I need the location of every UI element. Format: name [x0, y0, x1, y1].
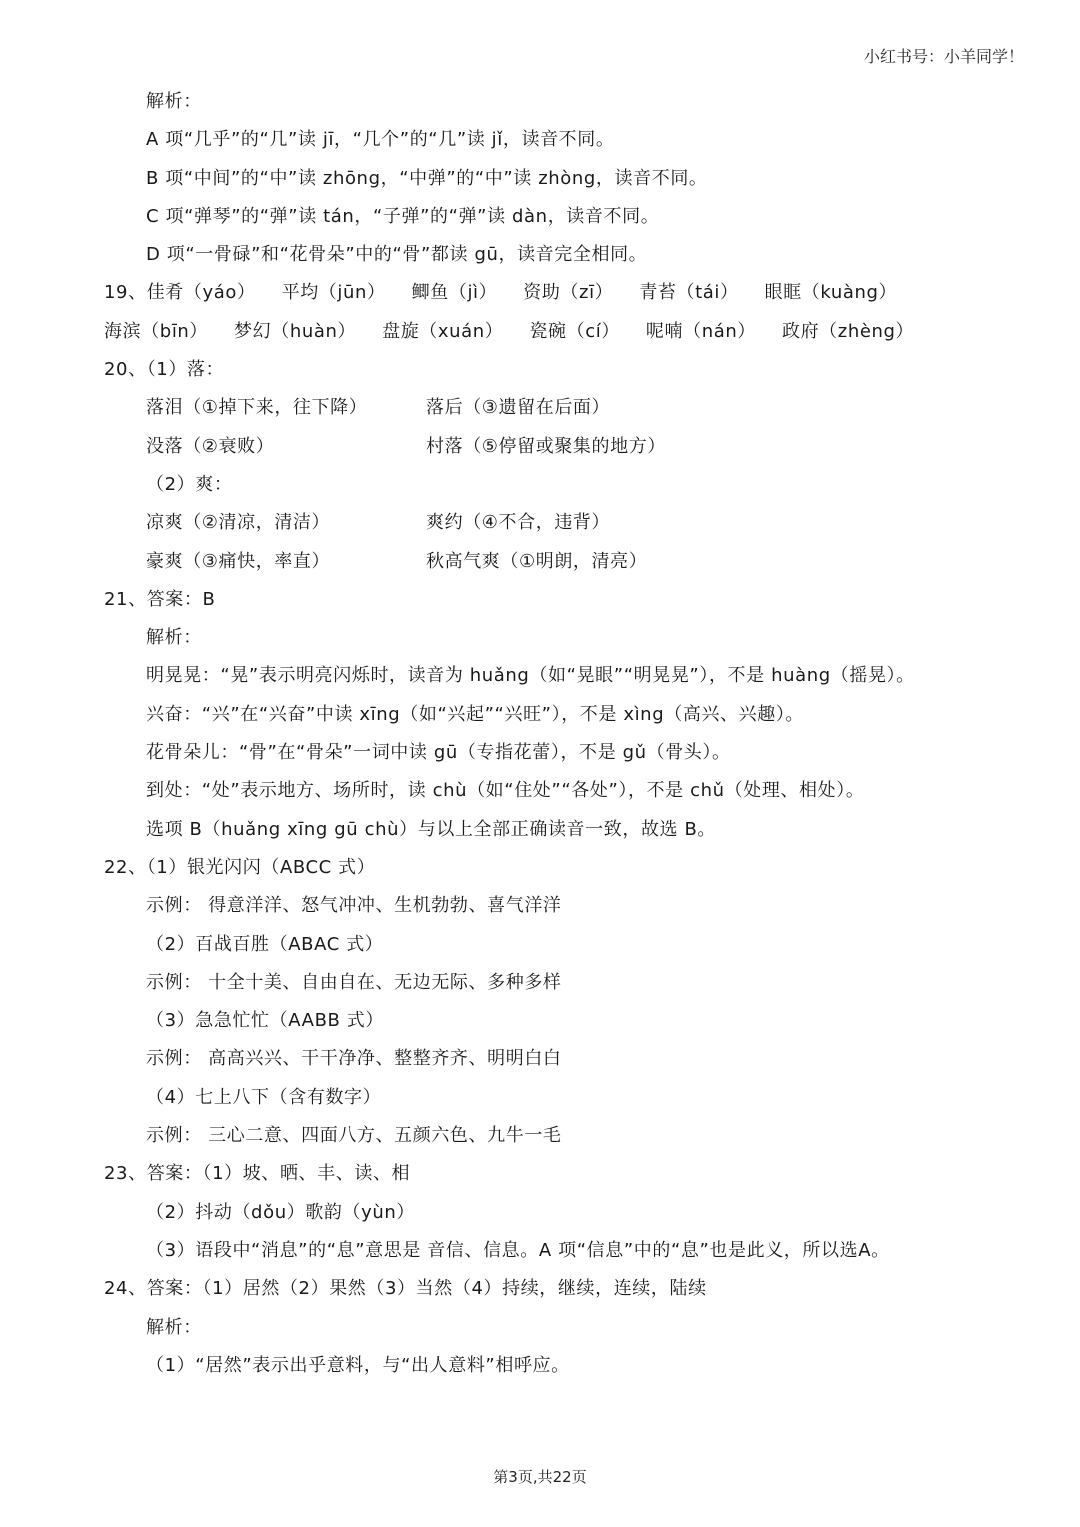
- analysis-label: 解析：: [146, 627, 202, 649]
- q22-item: 22、（1）银光闪闪（ABCC 式）: [104, 856, 376, 878]
- q22-item: （2）百战百胜（ABAC 式）: [146, 933, 384, 955]
- pinyin-item: 呢喃（nán）: [645, 320, 756, 342]
- q20-row: [104, 543, 984, 581]
- pinyin-item: 19、佳肴（yáo）: [104, 282, 256, 304]
- pinyin-item: 梦幻（huàn）: [234, 320, 357, 342]
- pinyin-item: 资助（zī）: [523, 282, 614, 304]
- text-line: 到处：“处”表示地方、场所时，读 chù（如“住处”“各处”），不是 chǔ（处理、相处）。: [146, 780, 865, 802]
- text-line: B 项“中间”的“中”读 zhōng，“中弹”的“中”读 zhòng，读音不同。: [146, 167, 708, 189]
- q23-answer: 23、答案：（1）坡、晒、丰、读、相: [104, 1163, 411, 1185]
- text-line: 选项 B（huǎng xīng gū chù）与以上全部正确读音一致，故选 B。: [146, 818, 717, 840]
- q24-answer: 24、答案：（1）居然（2）果然（3）当然（4）持续，继续，连续，陆续: [104, 1278, 707, 1300]
- pinyin-item: 瓷碗（cí）: [529, 320, 620, 342]
- text-paragraph: 明晃晃：“晃”表示明亮闪烁时，读音为 huǎng（如“晃眼”“明晃晃”），不是 huàng（摇晃）。: [146, 665, 915, 687]
- text-line: 花骨朵儿：“骨”在“骨朵”一词中读 gū（专指花蕾），不是 gǔ（骨头）。: [146, 742, 731, 764]
- q19-row-2: [104, 313, 984, 351]
- meaning-right: 村落（⑤停留或聚集的地方）: [426, 435, 666, 457]
- example-line: 示例： 高高兴兴、干干净净、整整齐齐、明明白白: [146, 1048, 562, 1070]
- q20-row: [104, 504, 984, 542]
- q20-subheading: （2）爽：: [146, 473, 233, 495]
- pinyin-item: 政府（zhèng）: [781, 320, 915, 342]
- pinyin-item: 鲫鱼（jì）: [411, 282, 498, 304]
- meaning-left: 没落（②衰败）: [146, 435, 275, 457]
- meaning-left: 豪爽（③痛快，率直）: [146, 550, 331, 572]
- q22-item: （4）七上八下（含有数字）: [146, 1086, 382, 1108]
- page-number: 第3页,共22页: [493, 1468, 587, 1486]
- example-line: 示例： 三心二意、四面八方、五颜六色、九牛一毛: [146, 1125, 562, 1147]
- answer-content: [104, 83, 984, 1385]
- text-line: D 项“一骨碌”和“花骨朵”中的“骨”都读 gū，读音完全相同。: [146, 244, 648, 266]
- analysis-label: 解析：: [146, 1316, 202, 1338]
- meaning-right: 爽约（④不合，违背）: [426, 512, 611, 534]
- meaning-left: 凉爽（②清凉，清洁）: [146, 512, 331, 534]
- meaning-right: 落后（③遗留在后面）: [426, 397, 611, 419]
- text-line: （2）抖动（dǒu）歌韵（yùn）: [146, 1201, 415, 1223]
- meaning-right: 秋高气爽（①明朗，清亮）: [426, 550, 648, 572]
- text-paragraph: （3）语段中“消息”的“息”意思是 音信、信息。A 项“信息”中的“息”也是此义，所以选A。: [146, 1239, 890, 1261]
- pinyin-item: 平均（jūn）: [281, 282, 386, 304]
- meaning-left: 落泪（①掉下来，往下降）: [146, 397, 368, 419]
- q22-item: （3）急急忙忙（AABB 式）: [146, 1010, 384, 1032]
- example-line: 示例： 得意洋洋、怒气冲冲、生机勃勃、喜气洋洋: [146, 895, 562, 917]
- text-line: C 项“弹琴”的“弹”读 tán，“子弹”的“弹”读 dàn，读音不同。: [146, 205, 660, 227]
- pinyin-item: 盘旋（xuán）: [382, 320, 504, 342]
- example-line: 示例： 十全十美、自由自在、无边无际、多种多样: [146, 971, 562, 993]
- watermark-text: 小红书号：小羊同学！: [863, 47, 1024, 66]
- q20-row: [104, 389, 984, 427]
- text-line: （1）“居然”表示出乎意料，与“出人意料”相呼应。: [146, 1354, 570, 1376]
- q19-row-1: [104, 274, 984, 312]
- q21-answer: 21、答案：B: [104, 588, 216, 610]
- q20-row: [104, 428, 984, 466]
- q20-heading: 20、（1）落：: [104, 359, 225, 381]
- pinyin-item: 海滨（bīn）: [104, 320, 209, 342]
- text-line: 兴奋：“兴”在“兴奋”中读 xīng（如“兴起”“兴旺”），不是 xìng（高兴、兴趣）。: [146, 703, 805, 725]
- analysis-label: 解析：: [146, 91, 202, 112]
- text-line: A 项“几乎”的“几”读 jī，“几个”的“几”读 jǐ，读音不同。: [146, 129, 615, 151]
- pinyin-item: 眼眶（kuàng）: [764, 282, 898, 304]
- pinyin-item: 青苔（tái）: [639, 282, 739, 304]
